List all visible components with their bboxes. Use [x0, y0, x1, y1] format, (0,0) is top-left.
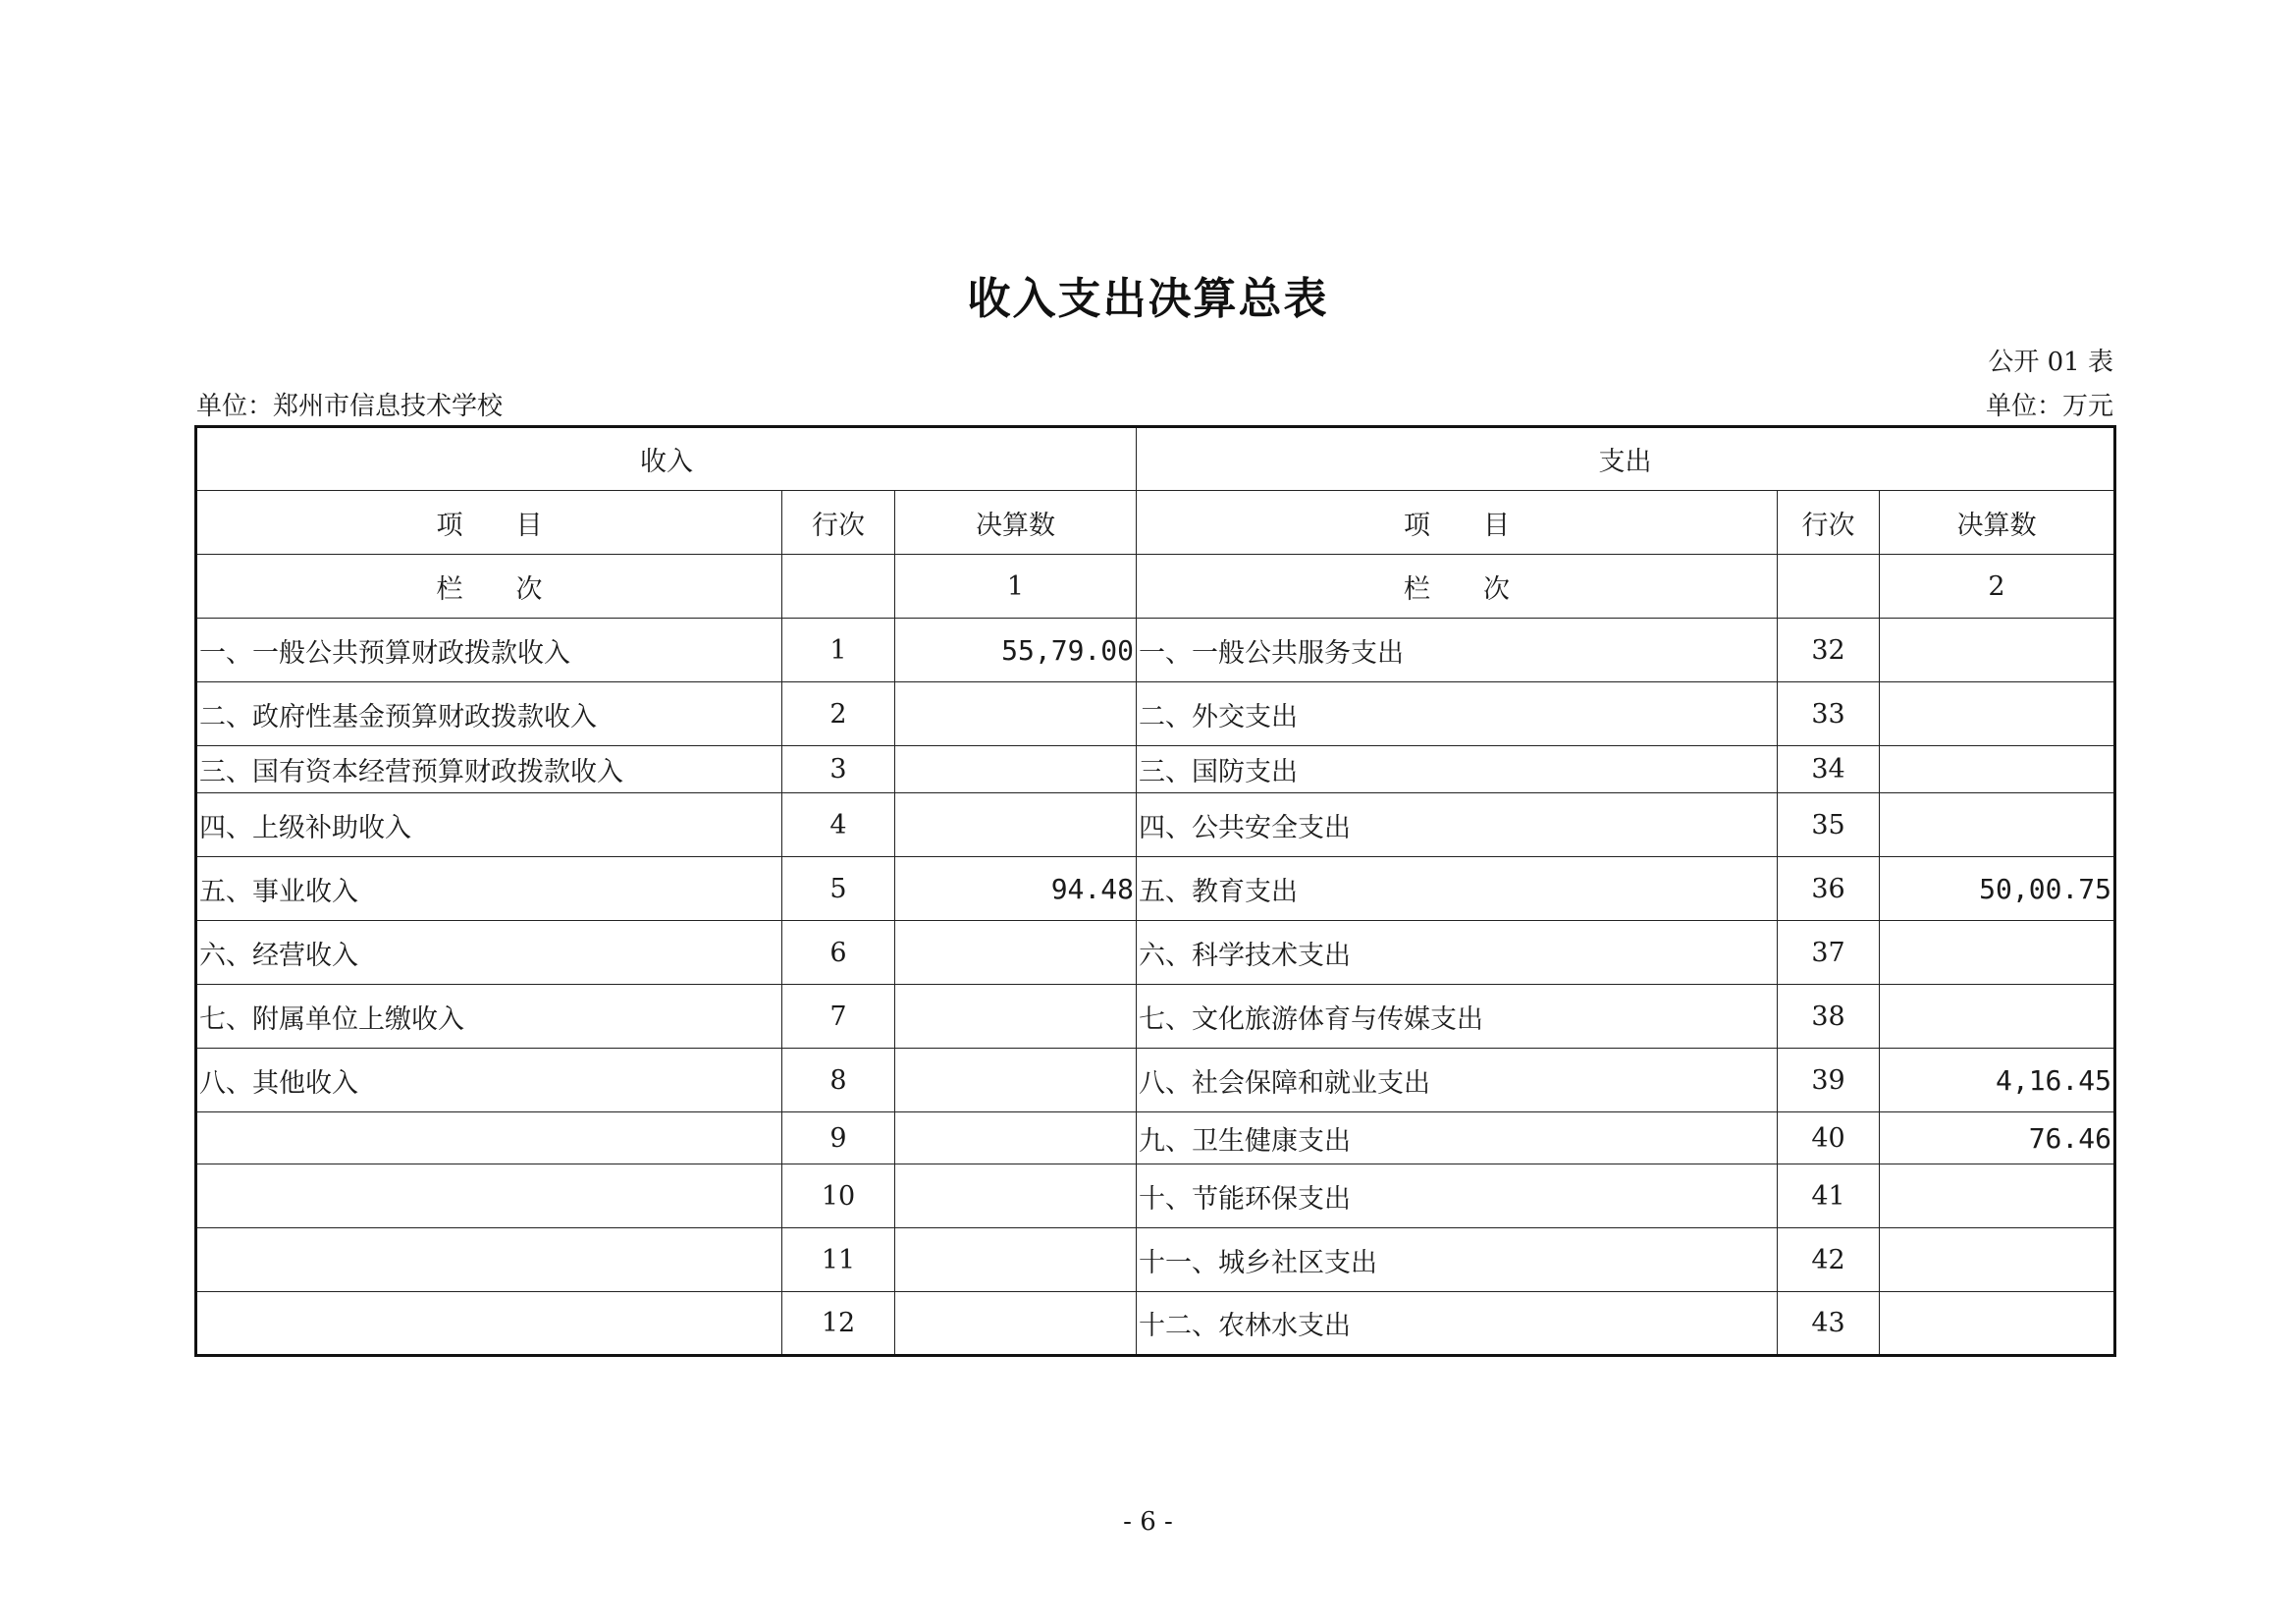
- expense-line-cell: 34: [1778, 746, 1880, 793]
- expense-line-cell: 42: [1778, 1228, 1880, 1292]
- table-row: [196, 1112, 2115, 1164]
- income-column-number: 1: [895, 555, 1137, 619]
- income-line-cell: 5: [782, 857, 895, 921]
- expense-amount-cell: 50,00.75: [1880, 857, 2115, 921]
- expense-amount-cell: [1880, 619, 2115, 682]
- income-amount-cell: [895, 746, 1137, 793]
- expense-amount-cell: 4,16.45: [1880, 1049, 2115, 1112]
- expense-amount-cell: [1880, 1292, 2115, 1356]
- expense-column-number: 2: [1880, 555, 2115, 619]
- income-item-cell: 三、国有资本经营预算财政拨款收入: [196, 746, 782, 793]
- page-number: - 6 -: [1123, 1507, 1173, 1537]
- income-amount-header: 决算数: [895, 491, 1137, 555]
- expense-item-cell: 十、节能环保支出: [1137, 1164, 1778, 1228]
- income-line-cell: 2: [782, 682, 895, 746]
- income-line-cell: 1: [782, 619, 895, 682]
- expense-line-header: 行次: [1778, 491, 1880, 555]
- table-row: [196, 746, 2115, 793]
- income-line-cell: 9: [782, 1112, 895, 1164]
- expense-item-cell: 三、国防支出: [1137, 746, 1778, 793]
- income-line-cell: 8: [782, 1049, 895, 1112]
- income-line-cell: 11: [782, 1228, 895, 1292]
- expense-line-cell: 40: [1778, 1112, 1880, 1164]
- income-item-header: 项 目: [196, 491, 782, 555]
- income-amount-cell: [895, 1164, 1137, 1228]
- expense-line-blank: [1778, 555, 1880, 619]
- expense-line-cell: 39: [1778, 1049, 1880, 1112]
- expense-line-cell: 43: [1778, 1292, 1880, 1356]
- document-title: 收入支出决算总表: [967, 274, 1329, 324]
- income-item-cell: [196, 1228, 782, 1292]
- income-amount-cell: [895, 985, 1137, 1049]
- column-number-row: [196, 555, 2115, 619]
- expense-item-cell: 六、科学技术支出: [1137, 921, 1778, 985]
- income-amount-cell: [895, 682, 1137, 746]
- table-row: [196, 1228, 2115, 1292]
- expense-item-cell: 四、公共安全支出: [1137, 793, 1778, 857]
- income-column-label: 栏 次: [196, 555, 782, 619]
- income-item-cell: [196, 1164, 782, 1228]
- expense-amount-cell: [1880, 985, 2115, 1049]
- expense-item-cell: 八、社会保障和就业支出: [1137, 1049, 1778, 1112]
- income-amount-cell: 55,79.00: [895, 619, 1137, 682]
- table-row: [196, 1164, 2115, 1228]
- expense-amount-cell: [1880, 746, 2115, 793]
- table-row: [196, 921, 2115, 985]
- income-amount-cell: [895, 1049, 1137, 1112]
- income-item-cell: 四、上级补助收入: [196, 793, 782, 857]
- income-section-header: 收入: [196, 427, 1137, 491]
- expense-line-cell: 32: [1778, 619, 1880, 682]
- expense-line-cell: 35: [1778, 793, 1880, 857]
- income-line-blank: [782, 555, 895, 619]
- income-amount-cell: [895, 1228, 1137, 1292]
- income-line-header: 行次: [782, 491, 895, 555]
- table-row: [196, 857, 2115, 921]
- expense-item-cell: 二、外交支出: [1137, 682, 1778, 746]
- income-item-cell: [196, 1112, 782, 1164]
- income-item-cell: 七、附属单位上缴收入: [196, 985, 782, 1049]
- expense-amount-cell: [1880, 921, 2115, 985]
- income-amount-cell: 94.48: [895, 857, 1137, 921]
- expense-item-cell: 一、一般公共服务支出: [1137, 619, 1778, 682]
- table-row: [196, 619, 2115, 682]
- form-number: 公开 01 表: [1988, 348, 2113, 377]
- section-header-row: [196, 427, 2115, 491]
- column-header-row: [196, 491, 2115, 555]
- expense-item-cell: 九、卫生健康支出: [1137, 1112, 1778, 1164]
- table-row: [196, 1049, 2115, 1112]
- expense-column-label: 栏 次: [1137, 555, 1778, 619]
- expense-amount-cell: [1880, 793, 2115, 857]
- income-line-cell: 4: [782, 793, 895, 857]
- income-item-cell: 一、一般公共预算财政拨款收入: [196, 619, 782, 682]
- income-line-cell: 3: [782, 746, 895, 793]
- expense-section-header: 支出: [1137, 427, 2115, 491]
- expense-line-cell: 33: [1778, 682, 1880, 746]
- expense-line-cell: 37: [1778, 921, 1880, 985]
- income-item-cell: 六、经营收入: [196, 921, 782, 985]
- income-item-cell: 二、政府性基金预算财政拨款收入: [196, 682, 782, 746]
- expense-item-cell: 七、文化旅游体育与传媒支出: [1137, 985, 1778, 1049]
- income-amount-cell: [895, 921, 1137, 985]
- table-row: [196, 682, 2115, 746]
- expense-amount-cell: [1880, 1164, 2115, 1228]
- income-amount-cell: [895, 1112, 1137, 1164]
- expense-item-header: 项 目: [1137, 491, 1778, 555]
- income-line-cell: 12: [782, 1292, 895, 1356]
- expense-amount-cell: 76.46: [1880, 1112, 2115, 1164]
- table-row: [196, 793, 2115, 857]
- income-expense-table: [194, 425, 2116, 1357]
- organization-unit: 单位：郑州市信息技术学校: [196, 392, 504, 421]
- table-row: [196, 1292, 2115, 1356]
- expense-amount-cell: [1880, 682, 2115, 746]
- table-row: [196, 985, 2115, 1049]
- income-line-cell: 10: [782, 1164, 895, 1228]
- expense-line-cell: 36: [1778, 857, 1880, 921]
- expense-item-cell: 十二、农林水支出: [1137, 1292, 1778, 1356]
- income-amount-cell: [895, 793, 1137, 857]
- income-line-cell: 7: [782, 985, 895, 1049]
- expense-line-cell: 38: [1778, 985, 1880, 1049]
- expense-line-cell: 41: [1778, 1164, 1880, 1228]
- expense-amount-header: 决算数: [1880, 491, 2115, 555]
- expense-item-cell: 五、教育支出: [1137, 857, 1778, 921]
- income-line-cell: 6: [782, 921, 895, 985]
- income-item-cell: [196, 1292, 782, 1356]
- income-item-cell: 八、其他收入: [196, 1049, 782, 1112]
- income-amount-cell: [895, 1292, 1137, 1356]
- currency-unit: 单位：万元: [1985, 392, 2113, 421]
- expense-item-cell: 十一、城乡社区支出: [1137, 1228, 1778, 1292]
- income-item-cell: 五、事业收入: [196, 857, 782, 921]
- expense-amount-cell: [1880, 1228, 2115, 1292]
